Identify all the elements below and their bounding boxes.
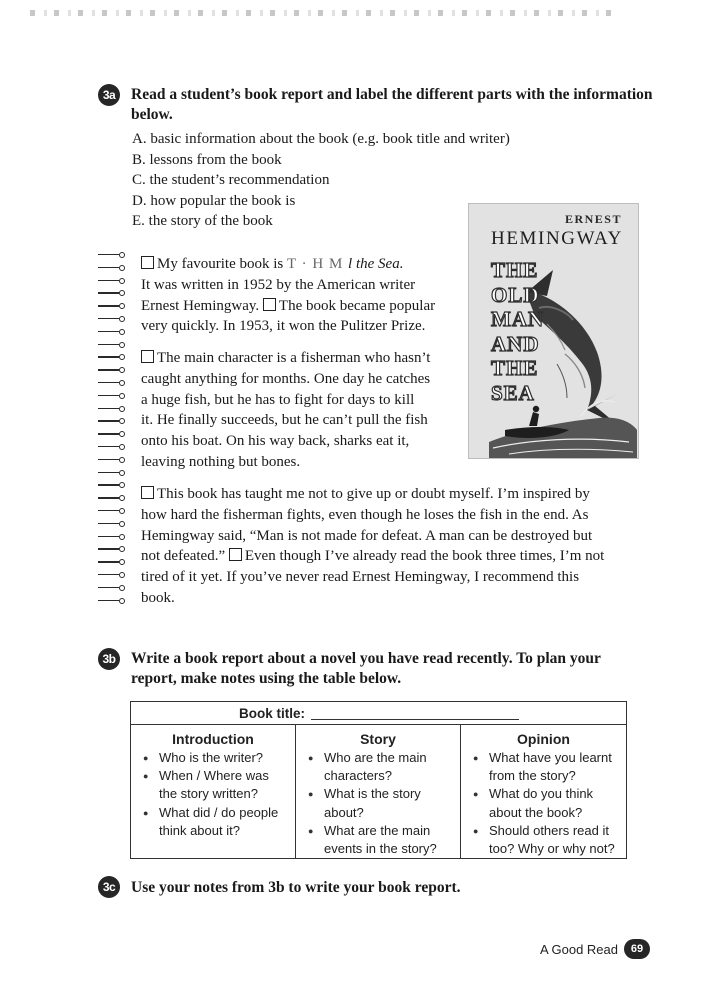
- label-checkbox[interactable]: [141, 350, 154, 363]
- option-b: B. lessons from the book: [132, 151, 282, 168]
- margin-line: [98, 470, 124, 476]
- margin-line: [98, 418, 124, 424]
- margin-line: [98, 495, 124, 501]
- prompt-item: ● When / Where was the story written?: [141, 767, 289, 803]
- cover-author-first: ERNEST: [564, 212, 622, 226]
- margin-line: [98, 546, 124, 552]
- cover-title-line: MAN: [491, 307, 545, 331]
- prompt-item: ● What is the story about?: [306, 785, 454, 821]
- cover-title-line: OLD: [491, 282, 540, 307]
- margin-line: [98, 598, 124, 604]
- scan-artifact: [30, 10, 620, 16]
- instruction-3b-line2: report, make notes using the table below.: [131, 670, 402, 687]
- label-checkbox[interactable]: [263, 298, 276, 311]
- margin-line: [98, 342, 124, 348]
- option-c: C. the student’s recommendation: [132, 172, 330, 189]
- margin-line: [98, 367, 124, 373]
- book-title-blank[interactable]: [311, 707, 519, 720]
- cover-title: [491, 258, 544, 405]
- margin-line: [98, 252, 124, 258]
- report-paragraph-1: My favourite book is T · H M l the Sea. It was written in 1952 by the American writer Ernest Hemingway. The book became popular very quickly. In 1953, it won the Pulitzer Prize.: [141, 256, 436, 335]
- page-footer: [540, 939, 650, 959]
- margin-line: [98, 278, 124, 284]
- book-title-label: Book title:: [239, 705, 305, 721]
- planning-table: [130, 701, 627, 859]
- report-paragraph-2: The main character is a fisherman who hasn’t caught anything for months. One day he catches a huge fish, but he has to fight for days to kill it. He finally succeeds, but he can’t pull the fish onto his boat. On his way back, sharks eat it, leaving nothing but bones.: [141, 350, 431, 470]
- margin-line: [98, 508, 124, 514]
- margin-line: [98, 316, 124, 322]
- prompt-item: ● What have you learnt from the story?: [471, 749, 620, 785]
- margin-line: [98, 393, 124, 399]
- instruction-3a-line1: Read a student’s book report and label the different parts with the information: [131, 86, 653, 103]
- prompt-item: ● Should others read it too? Why or why not?: [471, 822, 620, 858]
- page-number: 69: [624, 939, 650, 959]
- cover-author-last: HEMINGWAY: [491, 228, 623, 249]
- report-paragraph-3: This book has taught me not to give up or doubt myself. I’m inspired by how hard the fisherman fights, even though he loses the fish in the end. As Hemingway said, “Man is not made for defeat. A man can be destroyed but not defeated.” Even though I’ve already read the book three times, I’m not tired of it yet. If you’ve never read Ernest Hemingway, I recommend this book.: [141, 486, 605, 606]
- margin-line: [98, 329, 124, 335]
- margin-line: [98, 585, 124, 591]
- prompt-item: ● Who is the writer?: [141, 749, 289, 767]
- prompt-item: ● What do you think about the book?: [471, 785, 620, 821]
- label-checkbox[interactable]: [229, 548, 242, 561]
- label-checkbox[interactable]: [141, 256, 154, 269]
- cover-title-line: SEA: [491, 380, 535, 405]
- column-header-story: Story: [360, 731, 396, 747]
- instruction-3a-line2: below.: [131, 106, 173, 123]
- cover-title-line: THE: [491, 258, 539, 282]
- prompt-item: ● Who are the main characters?: [306, 749, 454, 785]
- unit-title: A Good Read: [539, 941, 618, 957]
- margin-line: [98, 303, 124, 309]
- margin-line: [98, 380, 124, 386]
- option-d: D. how popular the book is: [132, 192, 296, 209]
- column-introduction: [131, 725, 296, 859]
- option-a: A. basic information about the book (e.g. book title and writer): [132, 131, 510, 147]
- column-header-introduction: Introduction: [172, 731, 254, 747]
- option-e: E. the story of the book: [132, 213, 273, 230]
- prompt-item: ● What did / do people think about it?: [141, 804, 289, 840]
- margin-line: [98, 444, 124, 450]
- margin-line: [98, 521, 124, 527]
- prompt-item: ● What are the main events in the story?: [306, 822, 454, 858]
- margin-line: [98, 406, 124, 412]
- instruction-3a: [131, 85, 653, 125]
- instruction-3c: Use your notes from 3b to write your book report.: [131, 879, 461, 896]
- margin-line: [98, 457, 124, 463]
- margin-line: [98, 482, 124, 488]
- book-cover-image: [468, 203, 639, 459]
- column-opinion: [461, 725, 627, 859]
- margin-line: [98, 431, 124, 437]
- exercise-badge-3a: 3a: [98, 84, 120, 106]
- margin-line: [98, 572, 124, 578]
- margin-line: [98, 559, 124, 565]
- margin-line: [98, 534, 124, 540]
- exercise-badge-3b: 3b: [98, 648, 120, 670]
- label-checkbox[interactable]: [141, 486, 154, 499]
- cover-title-line: AND: [491, 331, 540, 356]
- label-options-list: [132, 129, 510, 232]
- margin-line: [98, 290, 124, 296]
- cover-title-line: THE: [491, 356, 539, 380]
- instruction-3b-line1: Write a book report about a novel you have read recently. To plan your: [131, 650, 601, 667]
- book-title-row: [131, 702, 627, 725]
- column-story: [296, 725, 461, 859]
- margin-line: [98, 265, 124, 271]
- margin-line: [98, 354, 124, 360]
- exercise-badge-3c: 3c: [98, 876, 120, 898]
- column-header-opinion: Opinion: [517, 731, 570, 747]
- instruction-3b: [131, 649, 601, 689]
